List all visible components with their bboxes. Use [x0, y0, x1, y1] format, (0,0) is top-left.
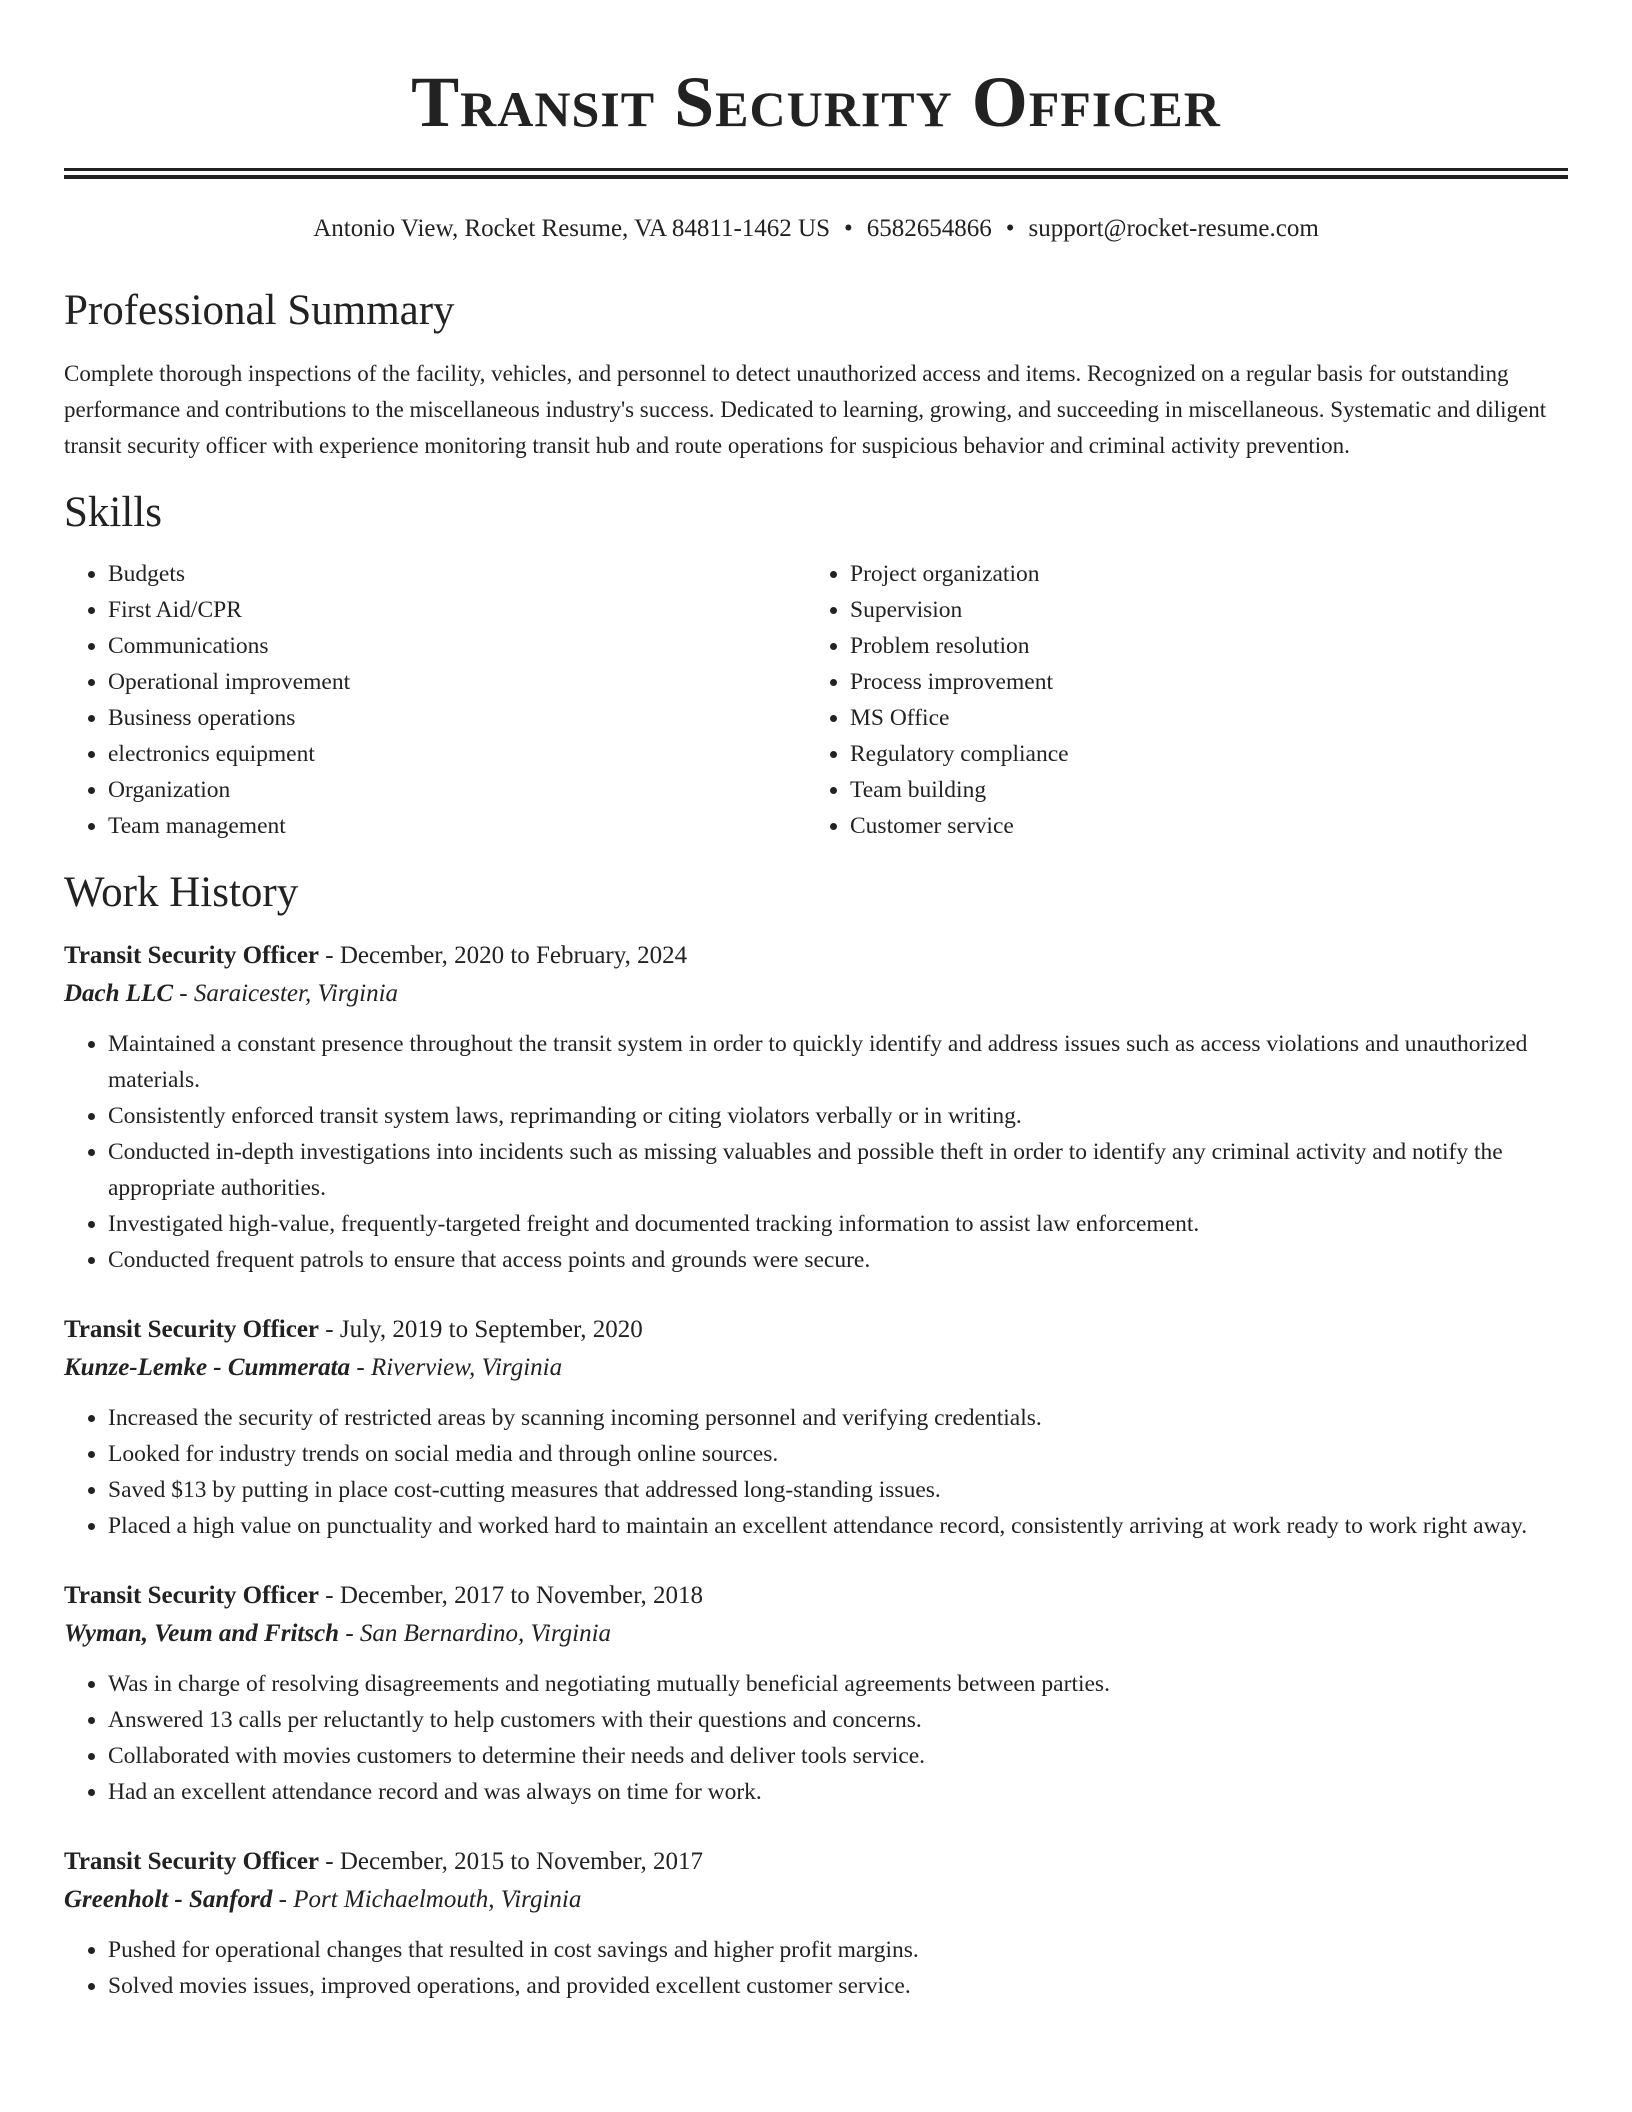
summary-text: Complete thorough inspections of the facility, vehicles, and personnel to detect unauthorized access and items. Recognized on a regular basis for outstanding performance and contributions to the miscellaneous industry's success. Dedicated to learning, growing, and succeeding in miscellaneous. Systematic and diligent transit security officer with experience monitoring transit hub and route operations for suspicious behavior and criminal activity prevention.: [64, 361, 1547, 458]
job-dates: December, 2015 to November, 2017: [339, 1848, 704, 1875]
skill-item: • Team building: [850, 772, 1548, 808]
job-duties: [64, 1026, 1568, 1278]
skill-item: • Problem resolution: [850, 628, 1548, 664]
resume-page: [64, 0, 1568, 2004]
contact-email: support@rocket-resume.com: [1028, 215, 1319, 242]
duty-item: • Collaborated with movies customers to determine their needs and deliver tools service.: [108, 1738, 1568, 1774]
job-entry: [64, 1578, 1568, 1810]
job-dash: -: [319, 1316, 340, 1343]
duty-item: • Consistently enforced transit system laws, reprimanding or citing violators verbally or in writing.: [108, 1098, 1568, 1134]
company-dash: -: [173, 980, 194, 1007]
company-name: Wyman, Veum and Fritsch: [64, 1620, 340, 1647]
company-line: [64, 1880, 1568, 1920]
job-duties: [64, 1932, 1568, 2004]
company-location: Saraicester, Virginia: [193, 980, 399, 1007]
company-location: Port Michaelmouth, Virginia: [293, 1886, 582, 1913]
job-title-line: [64, 1578, 1568, 1614]
job-entry: [64, 1844, 1568, 2004]
job-dates: December, 2020 to February, 2024: [339, 942, 688, 969]
job-title: Transit Security Officer: [64, 1848, 320, 1875]
job-dates: December, 2017 to November, 2018: [339, 1582, 704, 1609]
duty-item: • Investigated high-value, frequently-targeted freight and documented tracking information to assist law enforcement.: [108, 1206, 1568, 1242]
job-duties: [64, 1400, 1568, 1544]
resume-title: Transit Security Officer: [411, 62, 1221, 142]
job-dash: -: [319, 1848, 340, 1875]
duty-item: • Answered 13 calls per reluctantly to help customers with their questions and concerns.: [108, 1702, 1568, 1738]
company-line: [64, 1614, 1568, 1654]
company-dash: -: [339, 1620, 360, 1647]
skills-heading: Skills: [64, 489, 162, 536]
job-title: Transit Security Officer: [64, 1316, 320, 1343]
duty-item: • Conducted in-depth investigations into incidents such as missing valuables and possible theft in order to identify any criminal activity and notify the appropriate authorities.: [108, 1134, 1568, 1206]
duty-item: • Placed a high value on punctuality and worked hard to maintain an excellent attendance record, consistently arriving at work ready to work right away.: [108, 1508, 1568, 1544]
job-entry: [64, 938, 1568, 1278]
company-line: [64, 1348, 1568, 1388]
duty-item: • Maintained a constant presence throughout the transit system in order to quickly identify and address issues such as access violations and unauthorized materials.: [108, 1026, 1568, 1098]
skill-item: • Customer service: [850, 808, 1548, 844]
job-title: Transit Security Officer: [64, 942, 320, 969]
company-name: Greenholt - Sanford: [64, 1886, 273, 1913]
skill-item: • electronics equipment: [108, 736, 806, 772]
skill-item: • Project organization: [850, 556, 1548, 592]
job-duties: [64, 1666, 1568, 1810]
duty-item: • Was in charge of resolving disagreements and negotiating mutually beneficial agreements between parties.: [108, 1666, 1568, 1702]
skill-item: • MS Office: [850, 700, 1548, 736]
skills-column-right: [806, 556, 1548, 844]
job-entry: [64, 1312, 1568, 1544]
duty-item: • Had an excellent attendance record and was always on time for work.: [108, 1774, 1568, 1810]
job-title: Transit Security Officer: [64, 1582, 320, 1609]
skill-item: • Budgets: [108, 556, 806, 592]
work-history-heading: Work History: [64, 869, 299, 916]
skill-item: • First Aid/CPR: [108, 592, 806, 628]
company-name: Kunze-Lemke - Cummerata: [64, 1354, 351, 1381]
company-dash: -: [350, 1354, 371, 1381]
contact-line: [64, 213, 1568, 245]
job-title-line: [64, 938, 1568, 974]
duty-item: • Increased the security of restricted areas by scanning incoming personnel and verifying credentials.: [108, 1400, 1568, 1436]
skill-item: • Communications: [108, 628, 806, 664]
skills-list: [64, 556, 1568, 844]
skills-column-left: [64, 556, 806, 844]
contact-separator: •: [843, 215, 853, 242]
duty-item: • Conducted frequent patrols to ensure that access points and grounds were secure.: [108, 1242, 1568, 1278]
duty-item: • Looked for industry trends on social media and through online sources.: [108, 1436, 1568, 1472]
company-location: San Bernardino, Virginia: [359, 1620, 612, 1647]
skill-item: • Operational improvement: [108, 664, 806, 700]
contact-separator: •: [1005, 215, 1015, 242]
contact-phone: 6582654866: [866, 215, 992, 242]
skill-item: • Team management: [108, 808, 806, 844]
company-name: Dach LLC: [64, 980, 174, 1007]
skill-item: • Organization: [108, 772, 806, 808]
job-dates: July, 2019 to September, 2020: [339, 1316, 643, 1343]
duty-item: • Pushed for operational changes that resulted in cost savings and higher profit margins.: [108, 1932, 1568, 1968]
skill-item: • Supervision: [850, 592, 1548, 628]
skill-item: • Process improvement: [850, 664, 1548, 700]
skill-item: • Regulatory compliance: [850, 736, 1548, 772]
company-line: [64, 974, 1568, 1014]
contact-address: Antonio View, Rocket Resume, VA 84811-1462 US: [313, 215, 830, 242]
skill-item: • Business operations: [108, 700, 806, 736]
duty-item: • Solved movies issues, improved operations, and provided excellent customer service.: [108, 1968, 1568, 2004]
company-location: Riverview, Virginia: [370, 1354, 563, 1381]
job-dash: -: [319, 1582, 340, 1609]
job-title-line: [64, 1312, 1568, 1348]
summary-heading: Professional Summary: [64, 287, 455, 334]
title-divider: [64, 168, 1568, 179]
job-title-line: [64, 1844, 1568, 1880]
company-dash: -: [272, 1886, 294, 1913]
duty-item: • Saved $13 by putting in place cost-cutting measures that addressed long-standing issues.: [108, 1472, 1568, 1508]
job-dash: -: [319, 942, 340, 969]
